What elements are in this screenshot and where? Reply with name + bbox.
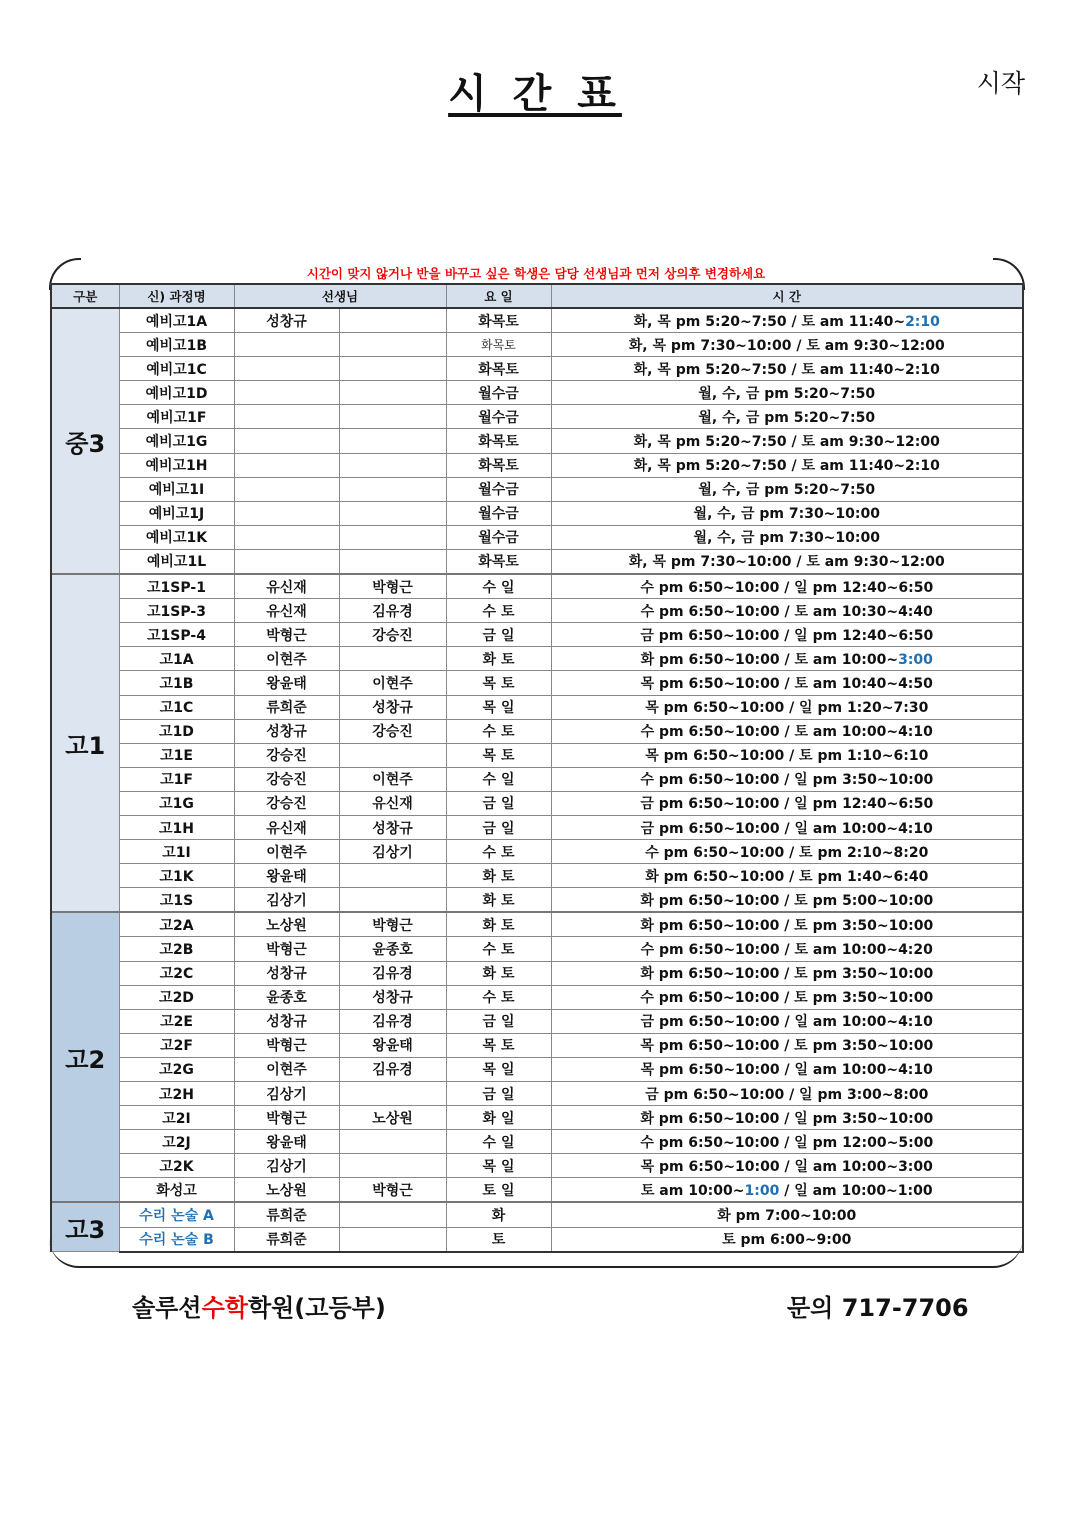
table-row (51, 864, 1023, 888)
class-days: 화목토 (446, 549, 551, 574)
teacher-1: 윤종호 (234, 985, 339, 1009)
time-text: 금 pm 6:50~10:00 / 일 am 10:00~4:10 (640, 820, 933, 837)
teacher-2 (339, 501, 446, 525)
class-days: 화 (446, 1202, 551, 1227)
class-time (551, 453, 1023, 477)
class-days: 수 일 (446, 574, 551, 599)
class-days: 목 일 (446, 1057, 551, 1081)
header-group: 구분 (51, 284, 119, 308)
course-name: 화성고 (119, 1178, 234, 1203)
teacher-1: 왕윤태 (234, 671, 339, 695)
table-row (51, 647, 1023, 671)
teacher-2 (339, 647, 446, 671)
table-header-row (51, 284, 1023, 308)
course-name: 고2F (119, 1033, 234, 1057)
teacher-1: 성창규 (234, 308, 339, 333)
teacher-1: 박형근 (234, 1106, 339, 1130)
time-text: 수 pm 6:50~10:00 / 일 pm 3:50~10:00 (640, 772, 934, 789)
class-time (551, 599, 1023, 623)
class-days: 수 토 (446, 985, 551, 1009)
time-text: 수 pm 6:50~10:00 / 토 am 10:30~4:40 (640, 603, 933, 620)
class-days: 토 (446, 1227, 551, 1252)
teacher-2: 왕윤태 (339, 1033, 446, 1057)
teacher-1: 김상기 (234, 1082, 339, 1106)
time-text: 화 pm 6:50~10:00 / 일 pm 3:50~10:00 (640, 1110, 934, 1127)
teacher-2: 이현주 (339, 767, 446, 791)
class-time (551, 549, 1023, 574)
notice-text: 시간이 맞지 않거나 반을 바꾸고 싶은 학생은 담당 선생님과 먼저 상의후 변경하세요 (306, 266, 766, 281)
class-days: 화 토 (446, 912, 551, 937)
class-time (551, 767, 1023, 791)
class-days: 화목토 (446, 333, 551, 357)
table-row (51, 671, 1023, 695)
class-days: 금 일 (446, 815, 551, 839)
time-text: 화 pm 6:50~10:00 / 토 pm 3:50~10:00 (640, 917, 934, 934)
class-days: 목 토 (446, 1033, 551, 1057)
class-days: 목 토 (446, 671, 551, 695)
time-text: 토 am 10:00~ (640, 1182, 745, 1199)
start-label: 시작 (976, 69, 1025, 98)
teacher-2: 성창규 (339, 695, 446, 719)
table-row (51, 985, 1023, 1009)
class-days: 수 토 (446, 719, 551, 743)
course-name: 고2K (119, 1154, 234, 1178)
time-text: 월, 수, 금 pm 7:30~10:00 (693, 506, 880, 523)
course-name: 예비고1H (119, 453, 234, 477)
table-row (51, 840, 1023, 864)
teacher-2 (339, 743, 446, 767)
course-name: 고2C (119, 961, 234, 985)
table-row (51, 429, 1023, 453)
teacher-2: 김유경 (339, 1009, 446, 1033)
teacher-2 (339, 888, 446, 913)
table-row (51, 961, 1023, 985)
time-text: 화 pm 7:00~10:00 (717, 1208, 857, 1225)
teacher-1: 유신재 (234, 599, 339, 623)
course-name: 예비고1A (119, 308, 234, 333)
table-row (51, 525, 1023, 549)
class-time (551, 1178, 1023, 1203)
teacher-2: 노상원 (339, 1106, 446, 1130)
class-time (551, 695, 1023, 719)
class-time (551, 815, 1023, 839)
course-name: 예비고1D (119, 381, 234, 405)
class-days: 목 일 (446, 1154, 551, 1178)
table-row (51, 1009, 1023, 1033)
teacher-1 (234, 333, 339, 357)
course-name: 고2D (119, 985, 234, 1009)
course-name: 예비고1K (119, 525, 234, 549)
course-name: 고2G (119, 1057, 234, 1081)
class-days: 목 일 (446, 695, 551, 719)
class-days: 화 일 (446, 1106, 551, 1130)
teacher-2: 김상기 (339, 840, 446, 864)
class-days: 화 토 (446, 888, 551, 913)
header-days: 요 일 (446, 284, 551, 308)
class-time (551, 405, 1023, 429)
table-row (51, 719, 1023, 743)
time-text: 수 pm 6:50~10:00 / 토 am 10:00~4:10 (640, 724, 933, 741)
table-row (51, 1033, 1023, 1057)
teacher-1: 유신재 (234, 574, 339, 599)
time-text: 목 pm 6:50~10:00 / 토 pm 1:10~6:10 (645, 748, 929, 765)
class-days: 수 토 (446, 937, 551, 961)
teacher-2 (339, 1154, 446, 1178)
teacher-2: 강승진 (339, 623, 446, 647)
course-name: 고2B (119, 937, 234, 961)
teacher-1: 강승진 (234, 791, 339, 815)
course-name: 수리 논술 A (119, 1202, 234, 1227)
teacher-2: 박형근 (339, 1178, 446, 1203)
teacher-1 (234, 357, 339, 381)
class-time (551, 1057, 1023, 1081)
class-time (551, 1106, 1023, 1130)
course-name: 고2I (119, 1106, 234, 1130)
course-name: 고1H (119, 815, 234, 839)
group-label: 중3 (51, 308, 119, 574)
class-time (551, 864, 1023, 888)
teacher-2: 이현주 (339, 671, 446, 695)
table-row (51, 1057, 1023, 1081)
header-course: 신) 과정명 (119, 284, 234, 308)
teacher-2: 성창규 (339, 815, 446, 839)
time-text: 목 pm 6:50~10:00 / 일 pm 1:20~7:30 (645, 700, 929, 717)
class-days: 금 일 (446, 1009, 551, 1033)
time-text: 월, 수, 금 pm 5:20~7:50 (698, 385, 876, 402)
teacher-1: 박형근 (234, 937, 339, 961)
class-days: 화목토 (446, 357, 551, 381)
teacher-1: 류희준 (234, 1227, 339, 1252)
table-row (51, 1227, 1023, 1252)
teacher-1: 노상원 (234, 1178, 339, 1203)
class-time (551, 525, 1023, 549)
table-row (51, 501, 1023, 525)
class-time (551, 647, 1023, 671)
teacher-1 (234, 405, 339, 429)
table-row (51, 912, 1023, 937)
teacher-1: 성창규 (234, 961, 339, 985)
course-name: 고1SP-4 (119, 623, 234, 647)
teacher-2 (339, 1202, 446, 1227)
teacher-1 (234, 429, 339, 453)
class-time (551, 912, 1023, 937)
time-text: 화, 목 pm 7:30~10:00 / 토 am 9:30~12:00 (628, 337, 945, 354)
class-time (551, 985, 1023, 1009)
teacher-1: 성창규 (234, 719, 339, 743)
time-text: 금 pm 6:50~10:00 / 일 am 10:00~4:10 (640, 1014, 933, 1031)
class-time (551, 888, 1023, 913)
class-time (551, 429, 1023, 453)
teacher-2: 김유경 (339, 1057, 446, 1081)
table-row (51, 1082, 1023, 1106)
teacher-1: 이현주 (234, 1057, 339, 1081)
time-text: 화, 목 pm 5:20~7:50 / 토 am 11:40~ (633, 313, 906, 330)
teacher-1: 이현주 (234, 840, 339, 864)
class-days: 수 일 (446, 1130, 551, 1154)
time-text: 화, 목 pm 7:30~10:00 / 토 am 9:30~12:00 (628, 554, 945, 571)
teacher-2 (339, 357, 446, 381)
table-row (51, 453, 1023, 477)
teacher-2 (339, 864, 446, 888)
course-name: 고1K (119, 864, 234, 888)
teacher-1: 왕윤태 (234, 1130, 339, 1154)
time-text-after: / 일 am 10:00~1:00 (779, 1182, 933, 1199)
teacher-2 (339, 1227, 446, 1252)
class-days: 월수금 (446, 405, 551, 429)
table-row (51, 815, 1023, 839)
course-name: 고1F (119, 767, 234, 791)
class-time (551, 357, 1023, 381)
teacher-2 (339, 333, 446, 357)
header-time: 시 간 (551, 284, 1023, 308)
class-time (551, 671, 1023, 695)
class-time (551, 1082, 1023, 1106)
class-days: 화 토 (446, 647, 551, 671)
class-time (551, 477, 1023, 501)
class-days: 금 일 (446, 1082, 551, 1106)
teacher-1: 성창규 (234, 1009, 339, 1033)
teacher-1: 노상원 (234, 912, 339, 937)
class-days: 월수금 (446, 501, 551, 525)
teacher-1: 유신재 (234, 815, 339, 839)
course-name: 고2H (119, 1082, 234, 1106)
table-row (51, 937, 1023, 961)
class-time (551, 791, 1023, 815)
table-row (51, 308, 1023, 333)
class-time (551, 1154, 1023, 1178)
class-days: 월수금 (446, 477, 551, 501)
course-name: 예비고1J (119, 501, 234, 525)
teacher-1: 류희준 (234, 695, 339, 719)
teacher-2 (339, 525, 446, 549)
table-row (51, 1106, 1023, 1130)
teacher-2: 박형근 (339, 912, 446, 937)
time-text: 월, 수, 금 pm 5:20~7:50 (698, 482, 876, 499)
table-row (51, 477, 1023, 501)
course-name: 고2A (119, 912, 234, 937)
course-name: 고1D (119, 719, 234, 743)
teacher-2: 박형근 (339, 574, 446, 599)
time-text: 수 pm 6:50~10:00 / 일 pm 12:00~5:00 (640, 1134, 934, 1151)
class-days: 토 일 (446, 1178, 551, 1203)
teacher-2: 성창규 (339, 985, 446, 1009)
table-row (51, 381, 1023, 405)
teacher-2: 김유경 (339, 599, 446, 623)
class-time (551, 719, 1023, 743)
teacher-1: 강승진 (234, 767, 339, 791)
teacher-1 (234, 477, 339, 501)
teacher-2: 강승진 (339, 719, 446, 743)
time-text: 금 pm 6:50~10:00 / 일 pm 12:40~6:50 (640, 796, 934, 813)
teacher-1 (234, 549, 339, 574)
time-text: 화 pm 6:50~10:00 / 토 pm 1:40~6:40 (645, 868, 929, 885)
class-time (551, 623, 1023, 647)
time-highlight: 3:00 (898, 651, 933, 668)
time-text: 화, 목 pm 5:20~7:50 / 토 am 11:40~2:10 (633, 458, 940, 475)
table-row (51, 695, 1023, 719)
teacher-2 (339, 405, 446, 429)
class-time (551, 1130, 1023, 1154)
time-text: 목 pm 6:50~10:00 / 일 am 10:00~3:00 (640, 1158, 933, 1175)
time-text: 화, 목 pm 5:20~7:50 / 토 am 9:30~12:00 (633, 434, 940, 451)
class-days: 금 일 (446, 791, 551, 815)
teacher-1: 박형근 (234, 623, 339, 647)
class-days: 화목토 (446, 453, 551, 477)
time-highlight: 2:10 (905, 313, 940, 330)
course-name: 고1A (119, 647, 234, 671)
time-text: 수 pm 6:50~10:00 / 토 pm 2:10~8:20 (645, 844, 929, 861)
teacher-2 (339, 549, 446, 574)
class-days: 목 토 (446, 743, 551, 767)
course-name: 고1E (119, 743, 234, 767)
teacher-1: 강승진 (234, 743, 339, 767)
table-row (51, 888, 1023, 913)
table-row (51, 1130, 1023, 1154)
class-time (551, 1033, 1023, 1057)
table-row (51, 333, 1023, 357)
class-days: 월수금 (446, 525, 551, 549)
class-time (551, 1202, 1023, 1227)
course-name: 고2J (119, 1130, 234, 1154)
table-row (51, 767, 1023, 791)
class-days: 화 토 (446, 864, 551, 888)
teacher-2: 김유경 (339, 961, 446, 985)
time-text: 수 pm 6:50~10:00 / 토 pm 3:50~10:00 (640, 990, 934, 1007)
class-time (551, 937, 1023, 961)
table-row (51, 1202, 1023, 1227)
time-text: 수 pm 6:50~10:00 / 일 pm 12:40~6:50 (640, 579, 934, 596)
class-days: 수 일 (446, 767, 551, 791)
teacher-1: 왕윤태 (234, 864, 339, 888)
time-highlight: 1:00 (744, 1182, 780, 1199)
course-name: 고2E (119, 1009, 234, 1033)
teacher-2: 유신재 (339, 791, 446, 815)
teacher-2 (339, 429, 446, 453)
teacher-1 (234, 453, 339, 477)
teacher-2 (339, 1130, 446, 1154)
teacher-1 (234, 525, 339, 549)
academy-name-post: 학원(고등부) (247, 1294, 386, 1322)
class-time (551, 501, 1023, 525)
course-name: 예비고1C (119, 357, 234, 381)
time-text: 화 pm 6:50~10:00 / 토 pm 3:50~10:00 (640, 966, 934, 983)
academy-name-red: 수학 (201, 1294, 248, 1322)
course-name: 예비고1G (119, 429, 234, 453)
teacher-2: 윤종호 (339, 937, 446, 961)
class-days: 화목토 (446, 429, 551, 453)
table-row (51, 599, 1023, 623)
course-name: 예비고1B (119, 333, 234, 357)
class-time (551, 743, 1023, 767)
teacher-1: 박형근 (234, 1033, 339, 1057)
teacher-1: 이현주 (234, 647, 339, 671)
table-row (51, 357, 1023, 381)
group-label: 고2 (51, 912, 119, 1202)
course-name: 고1I (119, 840, 234, 864)
table-row (51, 1178, 1023, 1203)
group-label: 고3 (51, 1202, 119, 1251)
page-title: 시 간 표 (448, 71, 622, 117)
class-days: 월수금 (446, 381, 551, 405)
time-text: 목 pm 6:50~10:00 / 토 pm 3:50~10:00 (640, 1038, 934, 1055)
course-name: 고1G (119, 791, 234, 815)
class-time (551, 961, 1023, 985)
class-days: 화목토 (446, 308, 551, 333)
time-text: 월, 수, 금 pm 7:30~10:00 (693, 530, 880, 547)
table-row (51, 549, 1023, 574)
group-label: 고1 (51, 574, 119, 912)
table-row (51, 574, 1023, 599)
time-text: 화 pm 6:50~10:00 / 토 pm 5:00~10:00 (640, 892, 934, 909)
time-text: 월, 수, 금 pm 5:20~7:50 (698, 409, 876, 426)
time-text: 목 pm 6:50~10:00 / 토 am 10:40~4:50 (640, 675, 933, 692)
time-text: 목 pm 6:50~10:00 / 일 am 10:00~4:10 (640, 1062, 933, 1079)
time-text: 수 pm 6:50~10:00 / 토 am 10:00~4:20 (640, 941, 933, 958)
teacher-2 (339, 308, 446, 333)
table-row (51, 405, 1023, 429)
class-time (551, 840, 1023, 864)
course-name: 고1C (119, 695, 234, 719)
contact-number: 문의 717-7706 (787, 1294, 969, 1322)
course-name: 수리 논술 B (119, 1227, 234, 1252)
class-time (551, 381, 1023, 405)
teacher-1: 김상기 (234, 1154, 339, 1178)
course-name: 예비고1F (119, 405, 234, 429)
class-time (551, 1227, 1023, 1252)
class-time (551, 1009, 1023, 1033)
class-days: 금 일 (446, 623, 551, 647)
schedule-table (50, 283, 1024, 1253)
teacher-2 (339, 453, 446, 477)
teacher-2 (339, 381, 446, 405)
time-text: 금 pm 6:50~10:00 / 일 pm 3:00~8:00 (645, 1086, 929, 1103)
time-text: 토 pm 6:00~9:00 (722, 1232, 852, 1249)
class-time (551, 574, 1023, 599)
table-row (51, 1154, 1023, 1178)
course-name: 고1S (119, 888, 234, 913)
class-days: 수 토 (446, 599, 551, 623)
teacher-2 (339, 477, 446, 501)
course-name: 예비고1I (119, 477, 234, 501)
teacher-1: 김상기 (234, 888, 339, 913)
teacher-1 (234, 501, 339, 525)
table-row (51, 623, 1023, 647)
course-name: 고1SP-3 (119, 599, 234, 623)
class-time (551, 308, 1023, 333)
teacher-1 (234, 381, 339, 405)
teacher-1: 류희준 (234, 1202, 339, 1227)
class-days: 화 토 (446, 961, 551, 985)
table-row (51, 743, 1023, 767)
time-text: 금 pm 6:50~10:00 / 일 pm 12:40~6:50 (640, 627, 934, 644)
table-row (51, 791, 1023, 815)
course-name: 고1B (119, 671, 234, 695)
class-time (551, 333, 1023, 357)
class-days: 수 토 (446, 840, 551, 864)
course-name: 예비고1L (119, 549, 234, 574)
academy-name-pre: 솔루션 (132, 1294, 202, 1322)
header-teacher: 선생님 (234, 284, 446, 308)
teacher-2 (339, 1082, 446, 1106)
academy-name (132, 1288, 386, 1323)
time-text: 화, 목 pm 5:20~7:50 / 토 am 11:40~2:10 (633, 361, 940, 378)
course-name: 고1SP-1 (119, 574, 234, 599)
time-text: 화 pm 6:50~10:00 / 토 am 10:00~ (640, 651, 899, 668)
